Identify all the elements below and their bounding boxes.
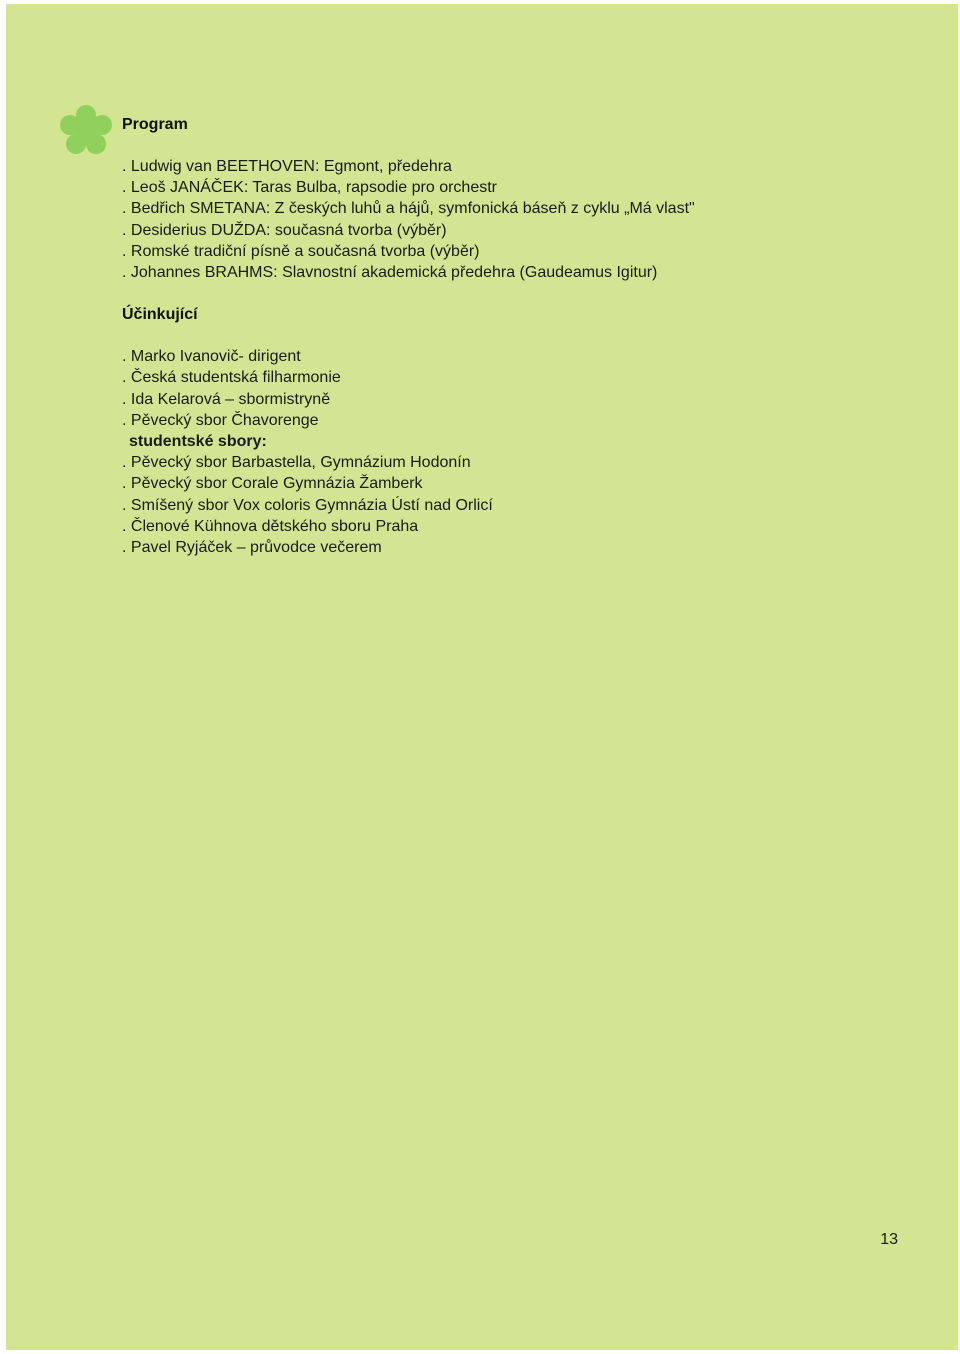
program-item: . Leoš JANÁČEK: Taras Bulba, rapsodie pro orchestr xyxy=(122,179,497,197)
program-item: . Desiderius DUŽDA: současná tvorba (výběr) xyxy=(122,221,447,239)
performer-item: . Marko Ivanovič- dirigent xyxy=(122,348,301,366)
performers-heading: Účinkující xyxy=(122,306,198,324)
student-choir-item: . Pavel Ryjáček – průvodce večerem xyxy=(122,539,382,557)
program-item: . Bedřich SMETANA: Z českých luhů a hájů, symfonická báseň z cyklu „Má vlast" xyxy=(122,200,695,218)
student-choirs-heading: studentské sbory: xyxy=(129,433,267,451)
page xyxy=(6,4,958,1350)
program-item: . Johannes BRAHMS: Slavnostní akademická předehra (Gaudeamus Igitur) xyxy=(122,264,658,282)
page-number: 13 xyxy=(880,1231,898,1248)
content xyxy=(122,114,822,558)
program-list xyxy=(122,156,822,283)
performer-item: . Ida Kelarová – sbormistryně xyxy=(122,390,331,408)
performer-item: . Pěvecký sbor Čhavorenge xyxy=(122,411,319,429)
program-item: . Romské tradiční písně a současná tvorba (výběr) xyxy=(122,242,480,260)
program-item: . Ludwig van BEETHOVEN: Egmont, předehra xyxy=(122,158,452,175)
student-choir-item: . Pěvecký sbor Corale Gymnázia Žamberk xyxy=(122,475,423,493)
student-choir-item: . Pěvecký sbor Barbastella, Gymnázium Hodonín xyxy=(122,454,471,472)
flower-icon xyxy=(58,103,114,159)
student-choir-item: . Smíšený sbor Vox coloris Gymnázia Ústí nad Orlicí xyxy=(122,496,493,514)
performers-list xyxy=(122,346,822,558)
student-choir-item: . Členové Kühnova dětského sboru Praha xyxy=(122,517,419,535)
program-heading: Program xyxy=(122,116,188,133)
performer-item: . Česká studentská filharmonie xyxy=(122,369,341,387)
